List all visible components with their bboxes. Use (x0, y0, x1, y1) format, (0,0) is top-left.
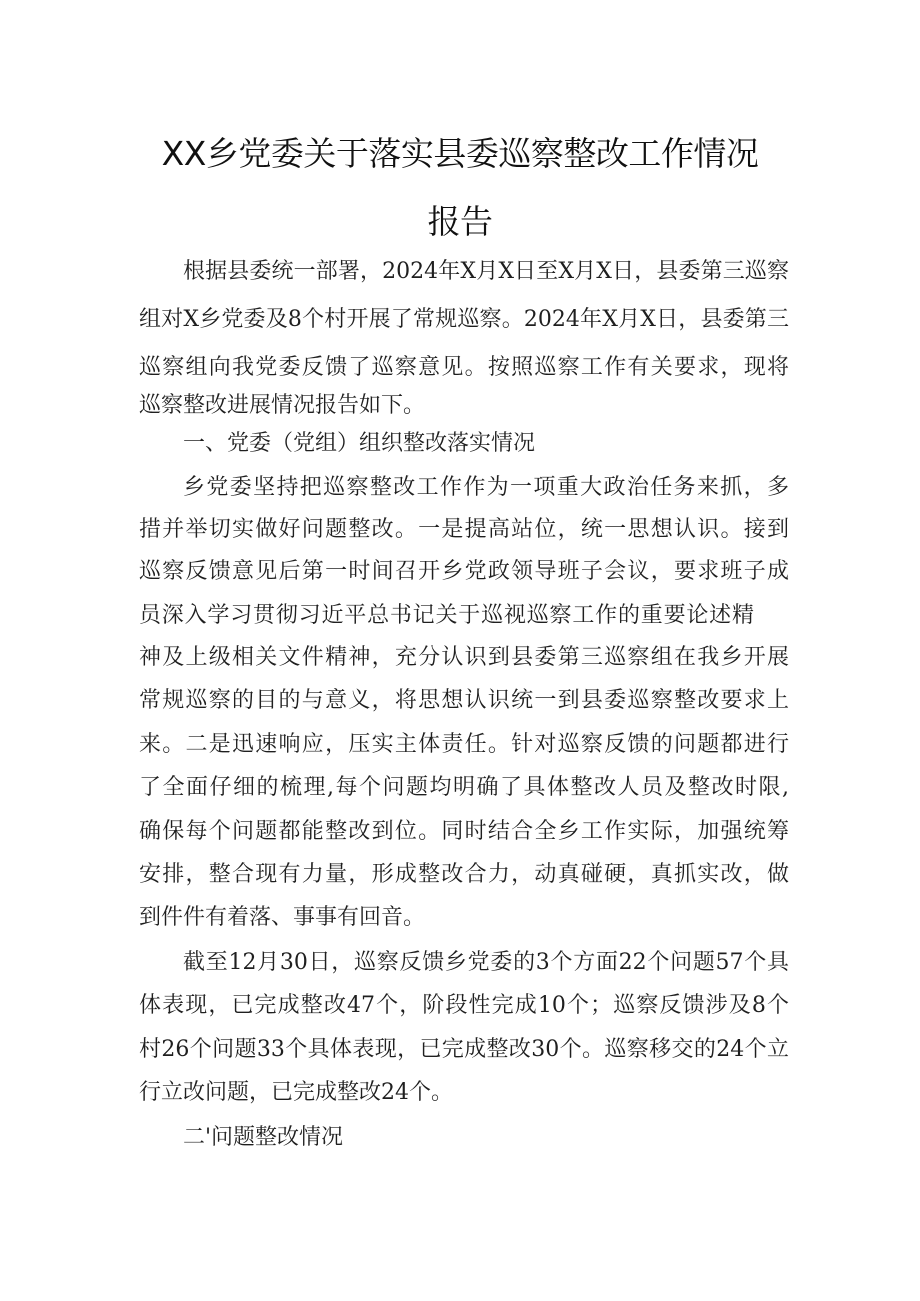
paragraph-2-line: 巡察反馈意见后第一时间召开乡党政领导班子会议，要求班子成 (139, 559, 789, 584)
paragraph-2-line: 安排，整合现有力量，形成整改合力，动真碰硬，真抓实改，做 (139, 862, 789, 887)
paragraph-1-line: 组对X乡党委及8个村开展了常规巡察。2024年X月X日，县委第三 (139, 307, 789, 332)
section-heading-1: 一、党委（党组）组织整改落实情况 (183, 431, 536, 456)
paragraph-2-line: 乡党委坚持把巡察整改工作作为一项重大政治任务来抓，多 (183, 475, 789, 500)
paragraph-1-line: 巡察整改进展情况报告如下。 (139, 393, 426, 418)
paragraph-3-line: 行立改问题，已完成整改24个。 (139, 1080, 453, 1105)
paragraph-2-line: 神及上级相关文件精神，充分认识到县委第三巡察组在我乡开展 (139, 645, 789, 670)
document-title-line-2: 报告 (427, 202, 493, 241)
paragraph-3-line: 截至12月30日，巡察反馈乡党委的3个方面22个问题57个具 (183, 950, 789, 975)
paragraph-3-line: 村26个问题33个具体表现，已完成整改30个。巡察移交的24个立 (139, 1037, 789, 1062)
paragraph-2-line: 员深入学习贯彻习近平总书记关于巡视巡察工作的重要论述精 (139, 603, 754, 628)
paragraph-2-line: 确保每个问题都能整改到位。同时结合全乡工作实际，加强统筹 (139, 819, 789, 844)
paragraph-2-line: 到件件有着落、事事有回音。 (139, 905, 426, 930)
paragraph-3-line: 体表现，已完成整改47个，阶段性完成10个；巡察反馈涉及8个 (139, 993, 789, 1018)
document-title-line-1: XX乡党委关于落实县委巡察整改工作情况 (161, 134, 759, 173)
paragraph-1-line: 巡察组向我党委反馈了巡察意见。按照巡察工作有关要求，现将 (139, 355, 789, 380)
paragraph-2-line: 来。二是迅速响应，压实主体责任。针对巡察反馈的问题都进行 (139, 732, 789, 757)
section-heading-2: 二'问题整改情况 (183, 1125, 344, 1150)
paragraph-2-line: 常规巡察的目的与意义，将思想认识统一到县委巡察整改要求上 (139, 688, 789, 713)
paragraph-2-line: 了全面仔细的梳理,每个问题均明确了具体整改人员及整改时限, (139, 775, 789, 800)
paragraph-2-line: 措并举切实做好问题整改。一是提高站位，统一思想认识。接到 (139, 517, 789, 542)
paragraph-1-line: 根据县委统一部署，2024年X月X日至X月X日，县委第三巡察 (183, 259, 789, 284)
